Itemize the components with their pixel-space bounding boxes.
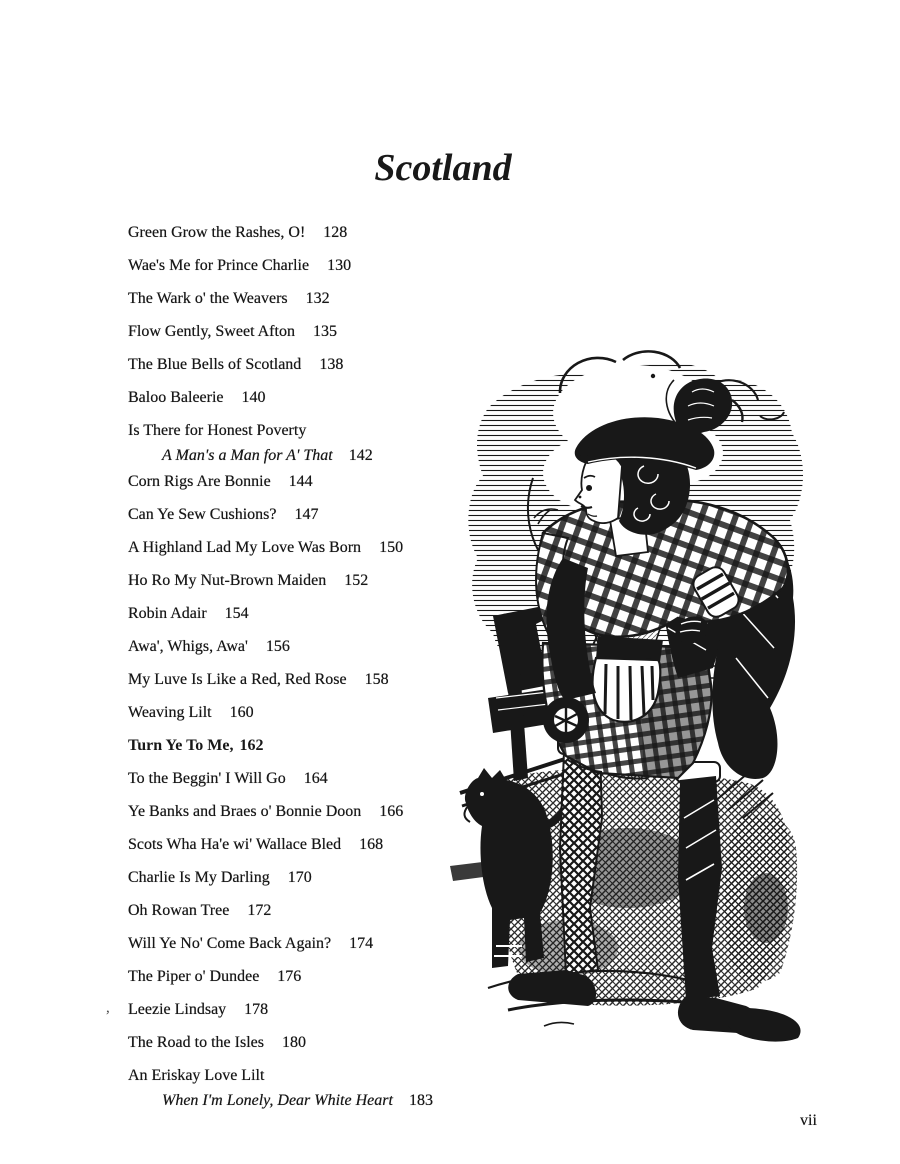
toc-entry-title: An Eriskay Love Lilt xyxy=(128,1067,265,1084)
toc-entry xyxy=(128,249,528,282)
toc-entry-title: The Blue Bells of Scotland xyxy=(128,356,302,373)
toc-entry-title: Ye Banks and Braes o' Bonnie Doon xyxy=(128,803,362,820)
toc-entry-page: 138 xyxy=(319,356,344,373)
toc-entry xyxy=(128,1059,528,1110)
toc-entry xyxy=(128,282,528,315)
toc-entry-subtitle: When I'm Lonely, Dear White Heart xyxy=(162,1092,393,1109)
toc-entry-title: Charlie Is My Darling xyxy=(128,869,270,886)
stray-mark: , xyxy=(106,1000,110,1016)
toc-entry-title: The Road to the Isles xyxy=(128,1034,264,1051)
toc-entry-title: To the Beggin' I Will Go xyxy=(128,770,286,787)
toc-entry-page: 176 xyxy=(277,968,302,985)
toc-entry-page: 142 xyxy=(348,447,373,464)
toc-entry-page: 132 xyxy=(305,290,330,307)
toc-entry-page: 160 xyxy=(229,704,254,721)
toc-entry-page: 128 xyxy=(323,224,348,241)
toc-entry-title: A Highland Lad My Love Was Born xyxy=(128,539,362,556)
toc-entry-title: Oh Rowan Tree xyxy=(128,902,230,919)
highlander-illustration xyxy=(448,348,868,1048)
toc-entry-title: Green Grow the Rashes, O! xyxy=(128,224,306,241)
toc-entry-page: 147 xyxy=(294,506,319,523)
toc-entry-page: 164 xyxy=(303,770,328,787)
toc-entry-page: 180 xyxy=(281,1034,306,1051)
toc-entry-title: Corn Rigs Are Bonnie xyxy=(128,473,271,490)
toc-entry-subtitle: A Man's a Man for A' That xyxy=(162,447,333,464)
toc-entry-page: 174 xyxy=(349,935,374,952)
toc-entry-title: My Luve Is Like a Red, Red Rose xyxy=(128,671,347,688)
toc-entry xyxy=(128,216,528,249)
toc-entry-title: Awa', Whigs, Awa' xyxy=(128,638,248,655)
toc-entry-page: 135 xyxy=(312,323,337,340)
toc-entry-page: 172 xyxy=(247,902,272,919)
toc-entry-page: 156 xyxy=(265,638,290,655)
toc-entry-page: 158 xyxy=(364,671,389,688)
toc-entry-title: Baloo Baleerie xyxy=(128,389,224,406)
toc-entry-title: Will Ye No' Come Back Again? xyxy=(128,935,332,952)
page-title: Scotland xyxy=(374,147,512,189)
toc-entry-title: Turn Ye To Me, xyxy=(128,737,234,754)
toc-entry xyxy=(128,315,528,348)
toc-entry-page: 152 xyxy=(344,572,369,589)
toc-entry-page: 170 xyxy=(287,869,312,886)
toc-entry-title: Weaving Lilt xyxy=(128,704,212,721)
toc-entry-page: 178 xyxy=(244,1001,269,1018)
toc-entry-title: Is There for Honest Poverty xyxy=(128,422,307,439)
toc-entry-page: 140 xyxy=(241,389,266,406)
toc-entry-page: 166 xyxy=(379,803,404,820)
toc-entry-page: 168 xyxy=(359,836,384,853)
toc-entry-title: Flow Gently, Sweet Afton xyxy=(128,323,295,340)
toc-entry-page: 144 xyxy=(288,473,313,490)
toc-entry-title: The Piper o' Dundee xyxy=(128,968,260,985)
toc-entry-title: Ho Ro My Nut-Brown Maiden xyxy=(128,572,327,589)
toc-entry-page: 150 xyxy=(379,539,404,556)
toc-entry-page: 154 xyxy=(224,605,249,622)
toc-entry-title: The Wark o' the Weavers xyxy=(128,290,288,307)
toc-entry-title: Scots Wha Ha'e wi' Wallace Bled xyxy=(128,836,342,853)
toc-entry-title: Wae's Me for Prince Charlie xyxy=(128,257,310,274)
folio-page-number: vii xyxy=(800,1112,817,1129)
toc-entry-title: Can Ye Sew Cushions? xyxy=(128,506,277,523)
toc-entry-title: Robin Adair xyxy=(128,605,207,622)
toc-entry-page: 162 xyxy=(239,737,264,754)
toc-entry-page: 130 xyxy=(327,257,352,274)
toc-entry-title: Leezie Lindsay xyxy=(128,1001,227,1018)
toc-entry-page: 183 xyxy=(408,1092,433,1109)
